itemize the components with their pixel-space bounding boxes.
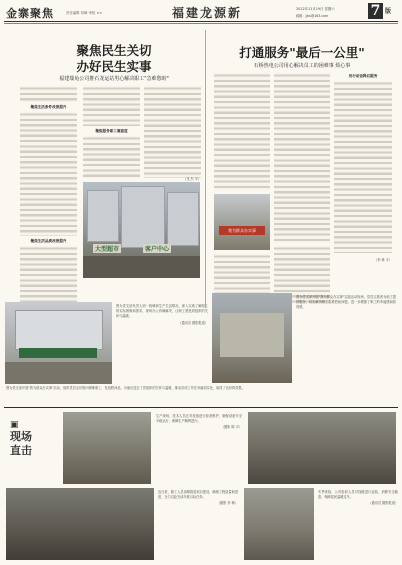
caption-5: 连日来，施工人员加紧推进项目建设，确保工程质量和进度，全力以赴完成年度目标任务。	[158, 490, 238, 500]
full-width-caption: 图为党支部开展"我为群众办实事"活动，组织党员走访慰问困难职工，发放慰问品，为他们送去了党组织的关怀与温暖，推动各项工作任务落到实处，取得了良好的效果。	[6, 386, 245, 390]
building-right	[167, 192, 199, 246]
left-col2-text-b	[83, 136, 140, 178]
caption-6-credit: （通讯员 摄影报道）	[368, 501, 398, 506]
worker-photo-4	[244, 488, 314, 560]
contact-email: 邮箱：jjbs@163.com	[296, 14, 329, 18]
shopfront	[15, 310, 103, 350]
left-col3-text	[144, 86, 201, 178]
right-col3-text	[334, 81, 392, 253]
issue-date: 2022年11月19日 星期六	[296, 7, 335, 11]
right-col2-text	[274, 73, 330, 243]
caption-6-box	[318, 490, 398, 505]
right-article-subtitle: 石桥热电公司用心解决员工的困难事 烦心事	[253, 63, 351, 69]
masthead	[0, 0, 402, 26]
store-sign-b: 客户中心	[145, 246, 170, 253]
street	[83, 256, 200, 278]
caption-3-box	[156, 414, 242, 429]
section-title: 金寨聚焦	[6, 7, 54, 20]
mid-caption-box	[116, 304, 208, 384]
left-article-credit: （龙 杰 平）	[183, 177, 201, 181]
caption-3-credit: （摄影 陈 平）	[220, 425, 242, 430]
left-col1-text-b	[20, 112, 77, 236]
live-section-label	[10, 420, 60, 464]
left-section1-heading: 聚焦生活条件改善提升	[30, 105, 67, 109]
masthead-rule-thin	[4, 23, 398, 24]
mid-credit: （通讯员 摄影报道）	[178, 320, 208, 325]
right-article-credit: （李 林 平）	[374, 258, 392, 262]
editor-credits: 责任编辑 易峰 审校 ××	[66, 11, 103, 15]
mid-caption: 图为党支部负责人到一线调研生产生活情况，深入实地了解职工的实际困难和需求，现场办公协调解决，让职工感受到组织的关怀与温暖。	[116, 304, 208, 319]
supermarket-photo	[83, 182, 200, 278]
left-section2-heading: 聚焦生活品质改善提升	[30, 239, 67, 243]
paper-name: 福建龙源新	[172, 6, 243, 20]
column-divider	[205, 30, 206, 308]
tall-caption: 图为党支部开展"我为群众办实事"实践活动现场，党员志愿者为职工提供服务，切实解决职工急难愁盼问题，进一步增强了职工的幸福感和获得感。	[296, 295, 396, 310]
left-col1-text-a	[20, 86, 77, 102]
worker-photo-2	[248, 412, 396, 484]
shop-sign-bar	[19, 348, 97, 358]
left-col1-text-c	[20, 246, 77, 302]
shop-photo	[5, 302, 112, 384]
left-section3-heading: 聚焦服务职工满意度	[95, 129, 128, 133]
worker-photo-1	[63, 412, 151, 484]
right-side-heading: 用行动诠释后服务	[348, 74, 378, 78]
live-title-line1: 现场	[10, 430, 32, 443]
building-left	[87, 190, 119, 242]
meeting-photo	[212, 293, 292, 383]
meeting-room	[220, 313, 284, 357]
camera-icon: ▣	[10, 420, 19, 430]
caption-3: 生产现场，技术人员正对设备进行检查维护，确保设备安全平稳运行，保障生产顺利进行。	[156, 414, 242, 424]
tall-caption-box	[296, 295, 396, 311]
left-title-line2: 办好民生实事	[76, 59, 152, 74]
caption-5-box	[158, 490, 238, 505]
left-article-title	[34, 43, 194, 75]
building-center	[121, 186, 165, 248]
left-col2-text-a	[83, 86, 140, 126]
right-article-photo	[214, 194, 270, 250]
left-article-subtitle: 福建瑞龟公司推石龙运站男心解决职工"急难愁盼"	[59, 76, 169, 82]
worker-photo-3	[6, 488, 154, 560]
right-article-title: 打通服务"最后一公里"	[239, 45, 365, 60]
caption-6: 冬季来临，公司组织人员对线路进行巡检，消除安全隐患，保障居民温暖过冬。	[318, 490, 398, 500]
banner: 我为群众办实事	[219, 226, 265, 235]
caption-5-credit: （摄影 李 林）	[216, 501, 238, 506]
store-sign-a: 大型超市	[95, 246, 120, 253]
right-col1-text-a	[214, 73, 270, 191]
full-width-caption-box	[6, 386, 398, 391]
pavement	[5, 362, 112, 384]
page-label: 版	[385, 8, 392, 15]
left-title-line1: 聚焦民生关切	[76, 43, 152, 58]
masthead-rule	[4, 21, 398, 22]
section-divider	[4, 407, 398, 408]
page-number: 7	[368, 3, 383, 19]
live-title-line2: 直击	[10, 444, 32, 457]
